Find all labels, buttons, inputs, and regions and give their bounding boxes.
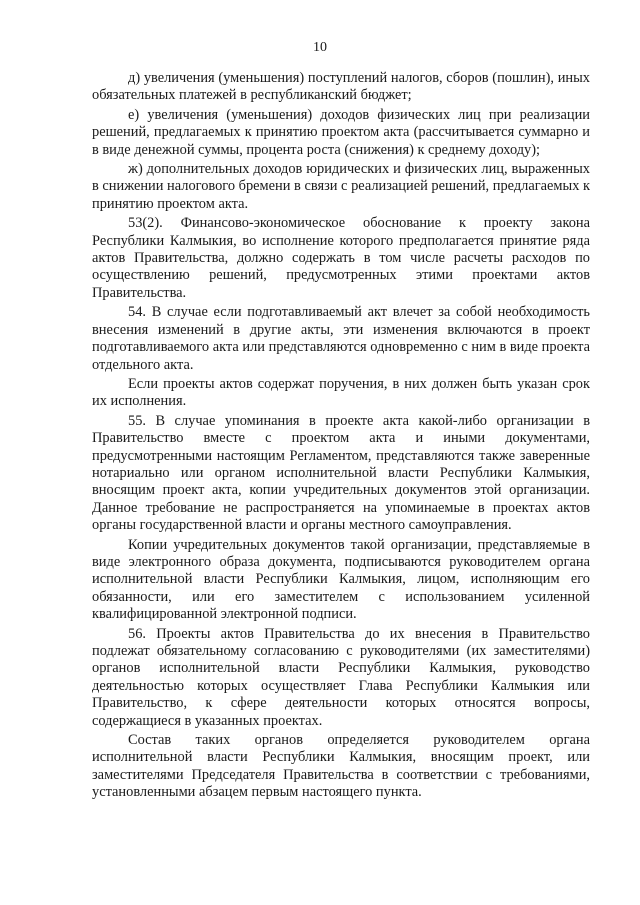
paragraph-55-copies: Копии учредительных документов такой организации, представляемые в виде электронного образа документа, подписываются руководителем органа исполнительной власти Республики Калмыкия, лицом, исполняющим его обязанности, или его заместителем с использованием усиленной квалифицированной электронной подписи. [92,536,590,623]
paragraph-55: 55. В случае упоминания в проекте акта какой-либо организации в Правительство вместе с проектом акта и иными документами, предусмотренными настоящим Регламентом, представляются также заверенные нотариально или органом исполнительной власти Республики Калмыкия, вносящим проект акта, копии учредительных документов этой организации. Данное требование не распространяется на упоминаемые в проектах актов органы государственной власти и органы местного самоуправления. [92,412,590,534]
paragraph-53-2: 53(2). Финансово-экономическое обоснование к проекту закона Республики Калмыкия, во исполнение которого предполагается принятие ряда актов Правительства, должно содержать в том числе расчеты расходов по осуществлению решений, предусмотренных этими проектами актов Правительства. [92,215,590,301]
paragraph-d: д) увеличения (уменьшения) поступлений налогов, сборов (пошлин), иных обязательных платежей в республиканский бюджет; [92,70,590,104]
document-body [92,70,590,804]
paragraph-54: 54. В случае если подготавливаемый акт влечет за собой необходимость внесения изменений в другие акты, эти изменения включаются в проект подготавливаемого акта или представляются одновременно с ним в виде проекта отдельного акта. [92,304,590,373]
paragraph-56-composition: Состав таких органов определяется руководителем органа исполнительной власти Республики Калмыкия, вносящим проект, или заместителями Председателя Правительства в соответствии с требованиями, установленными абзацем первым настоящего пункта. [92,732,590,801]
page-number: 10 [313,40,327,55]
paragraph-54-deadline: Если проекты актов содержат поручения, в них должен быть указан срок их исполнения. [92,375,590,410]
paragraph-zh: ж) дополнительных доходов юридических и физических лиц, выраженных в снижении налогового бремени в связи с реализацией решений, предлагаемых к принятию проектом акта. [92,161,590,212]
paragraph-e: е) увеличения (уменьшения) доходов физических лиц при реализации решений, предлагаемых к принятию проектом акта (рассчитывается суммарно и в виде денежной суммы, процента роста (снижения) к среднему доходу); [92,106,590,158]
paragraph-56: 56. Проекты актов Правительства до их внесения в Правительство подлежат обязательному согласованию с руководителями (их заместителями) органов исполнительной власти Республики Калмыкия, руководство деятельностью которых осуществляет Глава Республики Калмыкия или Правительство, к сфере деятельности которых относятся вопросы, содержащиеся в указанных проектах. [92,625,590,729]
